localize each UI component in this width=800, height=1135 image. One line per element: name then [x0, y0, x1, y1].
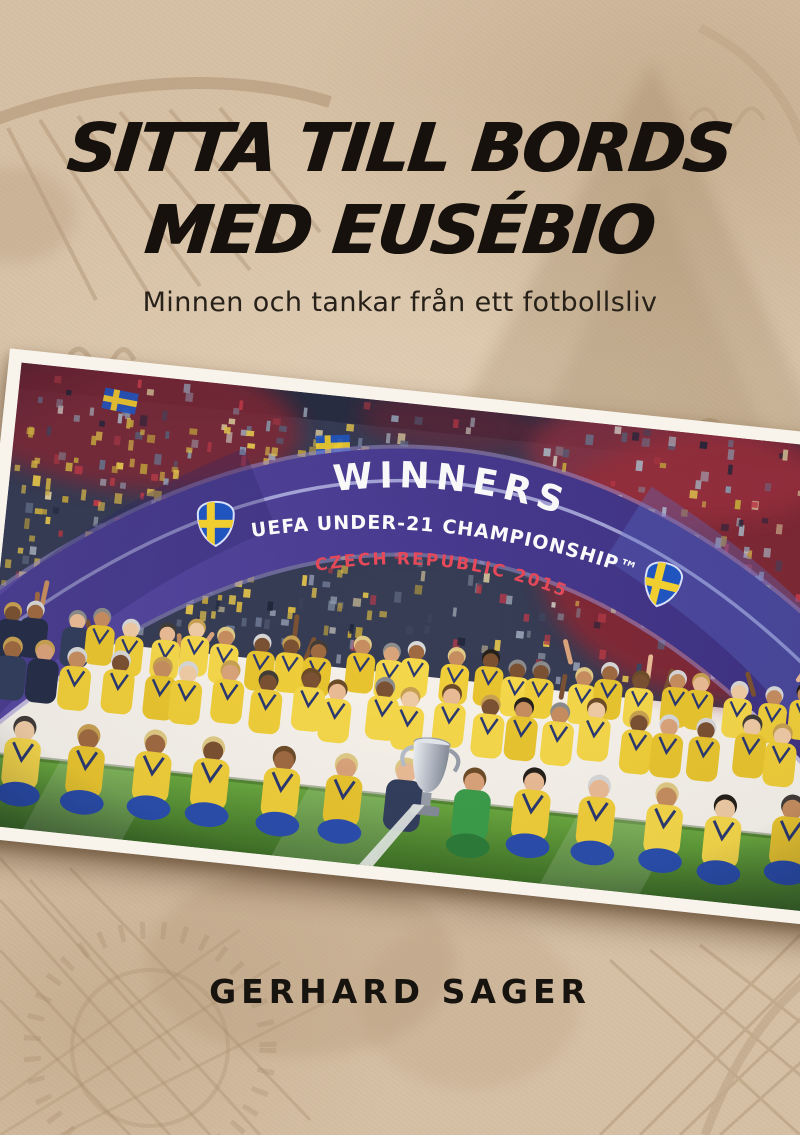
cover-photo [0, 348, 800, 927]
goal-net-sketch [600, 935, 800, 1135]
team-celebration-photo [0, 363, 800, 914]
book-title-line2: MED EUSÉBIO [142, 190, 658, 269]
photo-vignette [0, 363, 800, 914]
book-subtitle: Minnen och tankar från ett fotbollsliv [142, 287, 658, 319]
book-title-line1: SITTA TILL BORDS [64, 109, 736, 187]
author-name: GERHARD SAGER [209, 972, 591, 1011]
title-block [0, 108, 800, 318]
